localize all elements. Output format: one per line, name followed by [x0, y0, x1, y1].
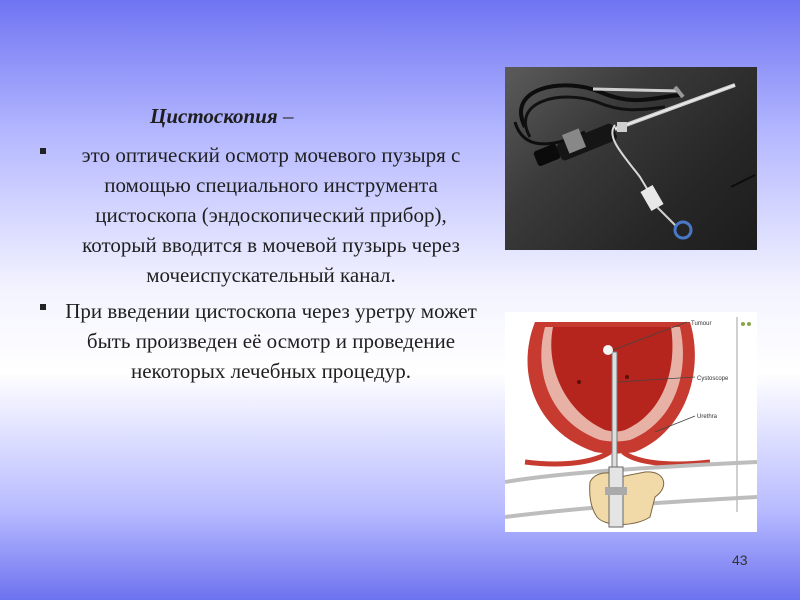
- bullet-item: [40, 296, 480, 386]
- bullet-list: [40, 140, 480, 392]
- bullet-text: При введении цистоскопа через уретру может быть произведен её осмотр и проведение некоторых лечебных процедур.: [65, 299, 477, 383]
- page-number: 43: [732, 552, 748, 568]
- title-dash: –: [277, 104, 294, 128]
- title-text: Цистоскопия: [150, 104, 278, 128]
- bladder-diagram: [505, 312, 757, 532]
- bullet-item: [40, 140, 480, 290]
- label-cystoscope: Cystoscope: [697, 376, 729, 382]
- bullet-marker-icon: [40, 148, 46, 154]
- label-tumour: Tumour: [691, 321, 712, 327]
- bladder-cross-section-image: [505, 312, 757, 532]
- bullet-text: это оптический осмотр мочевого пузыря с помощью специального инструмента цистоскопа (эндоскопический прибор), который вводится в мочевой пузырь через мочеиспускательный канал.: [81, 143, 461, 287]
- slide-title: [150, 104, 293, 129]
- cystoscope-instrument-image: [505, 67, 757, 250]
- cystoscope-photo: [505, 67, 757, 250]
- bullet-marker-icon: [40, 304, 46, 310]
- label-urethra: Urethra: [697, 414, 718, 420]
